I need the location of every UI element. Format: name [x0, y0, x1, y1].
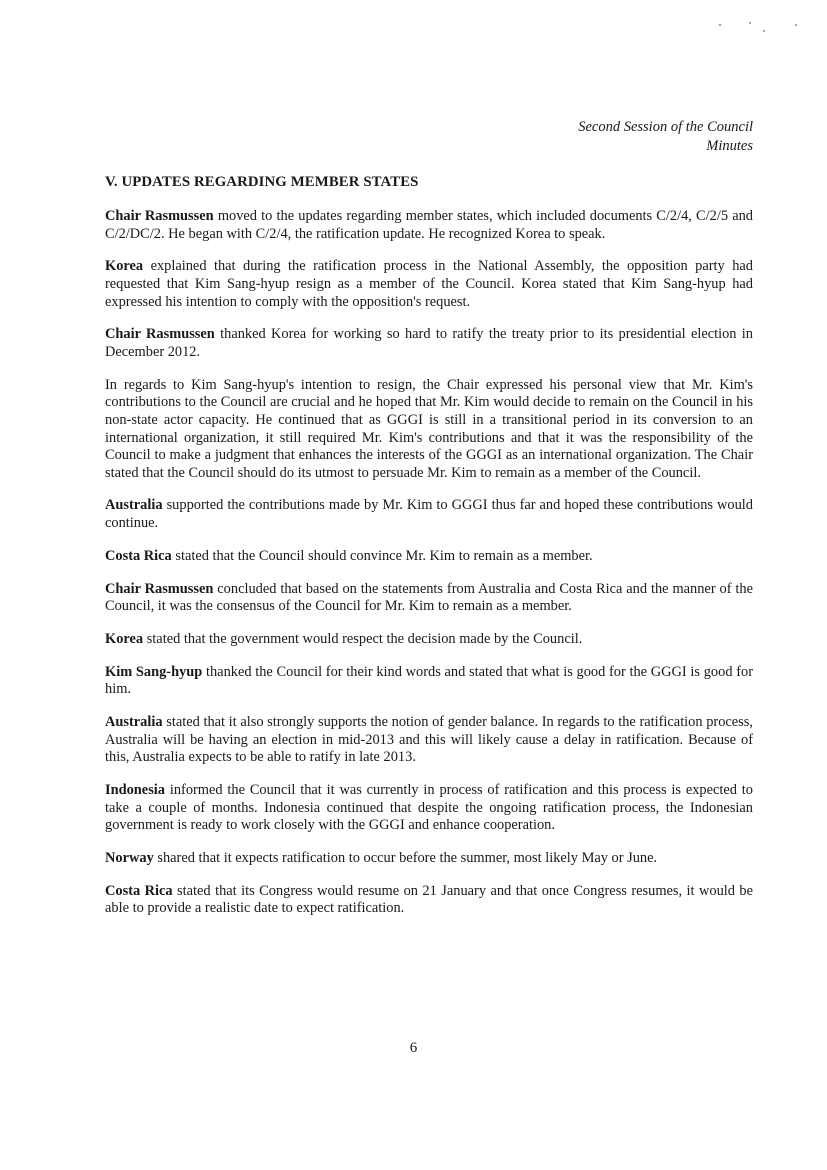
- speaker-name: Chair Rasmussen: [105, 326, 215, 343]
- paragraph-text: informed the Council that it was currently in process of ratification and this process is expected to take a couple of months. Indonesia continued that despite the ongoing ratification process, the Indonesian government is ready to work closely with the GGGI and enhance cooperation.: [105, 782, 753, 834]
- speaker-name: Chair Rasmussen: [105, 208, 214, 224]
- document-type: Minutes: [706, 138, 753, 154]
- paragraph: [105, 377, 753, 483]
- paragraph-text: thanked Korea for working so hard to ratify the treaty prior to its presidential election in December 2012.: [105, 326, 753, 360]
- paragraph: [105, 326, 753, 361]
- paragraph-text: moved to the updates regarding member states, which included documents C/2/4, C/2/5 and C/2/DC/2. He began with C/2/4, the ratification update. He recognized Korea to speak.: [105, 208, 753, 242]
- paragraph-text: stated that it also strongly supports the notion of gender balance. In regards to the ratification process, Australia will be having an election in mid-2013 and this will likely cause a delay in ratification. Because of this, Australia expects to be able to ratify in late 2013.: [105, 714, 753, 766]
- session-title: Second Session of the Council: [578, 119, 753, 135]
- paragraph: [105, 883, 753, 918]
- paragraph: [105, 664, 753, 699]
- speaker-name: Costa Rica: [105, 547, 172, 564]
- paragraph-text: shared that it expects ratification to occur before the summer, most likely May or June.: [153, 850, 658, 867]
- speaker-name: Chair Rasmussen: [105, 580, 214, 597]
- paragraph-text: stated that its Congress would resume on 21 January and that once Congress resumes, it would be able to provide a realistic date to expect ratification.: [105, 882, 753, 917]
- paragraph: [105, 497, 753, 532]
- paragraph: [105, 208, 753, 243]
- minutes-body: [105, 208, 753, 933]
- paragraph: [105, 258, 753, 311]
- paragraph-text: stated that the Council should convince Mr. Kim to remain as a member.: [171, 547, 593, 564]
- section-heading: V. UPDATES REGARDING MEMBER STATES: [105, 174, 419, 190]
- speaker-name: Australia: [105, 497, 163, 514]
- paragraph: [105, 782, 753, 835]
- paragraph-text: stated that the government would respect the decision made by the Council.: [143, 631, 583, 647]
- paragraph: [105, 714, 753, 767]
- paragraph-text: In regards to Kim Sang-hyup's intention to resign, the Chair expressed his personal view that Mr. Kim's contributions to the Council are crucial and he hoped that Mr. Kim would decide to remain on the Council in his non-state actor capacity. He continued that as GGGI is still in a transitional period in its conversion to an international organization, it still required Mr. Kim's contributions and that it was the responsibility of the Council to make a judgment that enhances the interests of the GGGI as an international organization. The Chair stated that the Council should do its utmost to persuade Mr. Kim to remain as a member of the Council.: [105, 376, 753, 481]
- paragraph: [105, 581, 753, 616]
- speaker-name: Korea: [105, 258, 144, 275]
- paragraph-text: supported the contributions made by Mr. Kim to GGGI thus far and hoped these contributions would continue.: [105, 497, 753, 532]
- speaker-name: Indonesia: [105, 782, 165, 799]
- paragraph-text: thanked the Council for their kind words and stated that what is good for the GGGI is good for him.: [105, 663, 753, 698]
- paragraph-text: concluded that based on the statements from Australia and Costa Rica and the manner of the Council, it was the consensus of the Council for Mr. Kim to remain as a member.: [105, 580, 753, 615]
- document-header: [578, 118, 753, 156]
- paragraph-text: explained that during the ratification process in the National Assembly, the opposition party had requested that Kim Sang-hyup resign as a member of the Council. Korea stated that Kim Sang-hyup had expressed his intention to comply with the opposition's request.: [105, 258, 753, 310]
- paragraph: [105, 631, 753, 649]
- speaker-name: Korea: [105, 631, 144, 647]
- speaker-name: Norway: [105, 850, 154, 867]
- speaker-name: Australia: [105, 714, 163, 731]
- scan-specks: [717, 14, 807, 38]
- speaker-name: Kim Sang-hyup: [105, 663, 203, 680]
- paragraph: [105, 850, 753, 868]
- paragraph: [105, 548, 753, 566]
- page-number: 6: [409, 1040, 418, 1056]
- speaker-name: Costa Rica: [105, 882, 173, 899]
